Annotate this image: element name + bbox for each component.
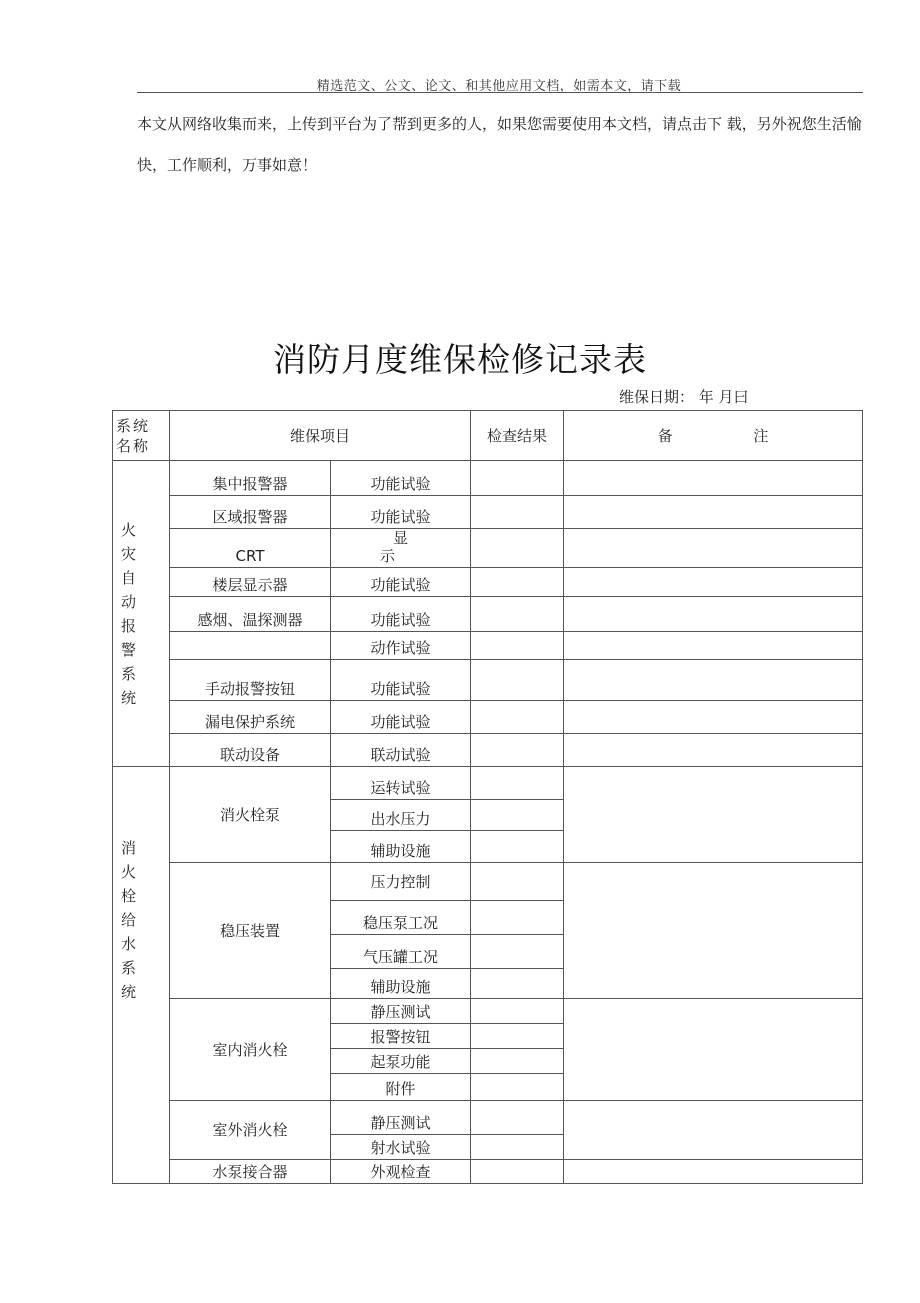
table-row [113,597,863,632]
check-cell: 静压测试 [331,1101,471,1135]
header-remark: 备 注 [564,411,863,461]
check-cell: 外观检查 [331,1160,471,1184]
check-cell: 功能试验 [331,461,471,496]
table-row [113,632,863,660]
item-cell: 水泵接合器 [170,1160,331,1184]
result-cell[interactable] [471,999,564,1024]
result-cell[interactable] [471,935,564,969]
check-cell: 显 示 [331,529,471,568]
result-cell[interactable] [471,767,564,800]
remark-cell[interactable] [564,1160,863,1184]
check-cell: 出水压力 [331,800,471,831]
item-cell: 室外消火栓 [170,1101,331,1160]
table-row [113,863,863,901]
check-cell: 功能试验 [331,568,471,597]
result-cell[interactable] [471,734,564,767]
check-cell: 压力控制 [331,863,471,901]
result-cell[interactable] [471,1101,564,1135]
table-row [113,461,863,496]
check-cell: 运转试验 [331,767,471,800]
result-cell[interactable] [471,632,564,660]
result-cell[interactable] [471,901,564,935]
item-cell: 楼层显示器 [170,568,331,597]
page-title: 消防月度维保检修记录表 [273,340,647,379]
result-cell[interactable] [471,863,564,901]
item-cell: 区域报警器 [170,496,331,529]
item-cell: 消火栓泵 [170,767,331,863]
result-cell[interactable] [471,1135,564,1160]
item-cell: 稳压装置 [170,863,331,999]
table-row [113,1160,863,1184]
remark-cell[interactable] [564,767,863,863]
result-cell[interactable] [471,800,564,831]
remark-cell[interactable] [564,496,863,529]
document-header-note: 精选范文、公文、论文、和其他应用文档，如需本文，请下载 [316,79,682,94]
check-cell: 稳压泵工况 [331,901,471,935]
result-cell[interactable] [471,701,564,734]
remark-cell[interactable] [564,999,863,1101]
result-cell[interactable] [471,1074,564,1101]
remark-cell[interactable] [564,632,863,660]
result-cell[interactable] [471,461,564,496]
result-cell[interactable] [471,660,564,701]
check-cell: 附件 [331,1074,471,1101]
system-name-hydrant: 消火栓给水系统 [113,767,170,1184]
item-cell: 联动设备 [170,734,331,767]
check-cell: 辅助设施 [331,831,471,863]
item-cell: 手动报警按钮 [170,660,331,701]
item-cell [170,632,331,660]
item-cell: CRT [170,529,331,568]
result-cell[interactable] [471,568,564,597]
check-cell: 射水试验 [331,1135,471,1160]
remark-cell[interactable] [564,568,863,597]
result-cell[interactable] [471,1049,564,1074]
remark-cell[interactable] [564,701,863,734]
check-cell: 报警按钮 [331,1024,471,1049]
check-cell: 功能试验 [331,597,471,632]
maintenance-record-table [112,410,863,1184]
result-cell[interactable] [471,1160,564,1184]
item-cell: 漏电保护系统 [170,701,331,734]
table-row [113,734,863,767]
table-row [113,529,863,568]
table-row [113,1101,863,1135]
check-cell: 静压测试 [331,999,471,1024]
remark-cell[interactable] [564,597,863,632]
result-cell[interactable] [471,529,564,568]
remark-cell[interactable] [564,863,863,999]
table-row [113,767,863,800]
header-divider [137,92,863,93]
check-cell: 动作试验 [331,632,471,660]
table-row [113,999,863,1024]
remark-cell[interactable] [564,660,863,701]
table-header-row [113,411,863,461]
header-maintenance-item: 维保项目 [170,411,471,461]
table-row [113,496,863,529]
item-cell: 集中报警器 [170,461,331,496]
result-cell[interactable] [471,831,564,863]
check-cell: 功能试验 [331,660,471,701]
remark-cell[interactable] [564,1101,863,1160]
check-cell: 气压罐工况 [331,935,471,969]
header-system-name: 系统 名称 [113,411,170,461]
check-cell: 功能试验 [331,496,471,529]
result-cell[interactable] [471,969,564,999]
check-cell: 功能试验 [331,701,471,734]
result-cell[interactable] [471,1024,564,1049]
check-cell: 起泵功能 [331,1049,471,1074]
table-row [113,660,863,701]
header-check-result: 检查结果 [471,411,564,461]
intro-paragraph: 本文从网络收集而来，上传到平台为了帮到更多的人，如果您需要使用本文档，请点击下 载，另外祝您生活愉快，工作顺利，万事如意！ [137,115,862,174]
result-cell[interactable] [471,597,564,632]
check-cell: 辅助设施 [331,969,471,999]
item-cell: 感烟、温探测器 [170,597,331,632]
system-name-fire-alarm: 火灾自动报警系统 [113,461,170,767]
maintenance-date-label: 维保日期： 年 月曰 [619,388,749,406]
remark-cell[interactable] [564,461,863,496]
check-cell: 联动试验 [331,734,471,767]
remark-cell[interactable] [564,529,863,568]
table-row [113,568,863,597]
table-row [113,701,863,734]
remark-cell[interactable] [564,734,863,767]
result-cell[interactable] [471,496,564,529]
item-cell: 室内消火栓 [170,999,331,1101]
